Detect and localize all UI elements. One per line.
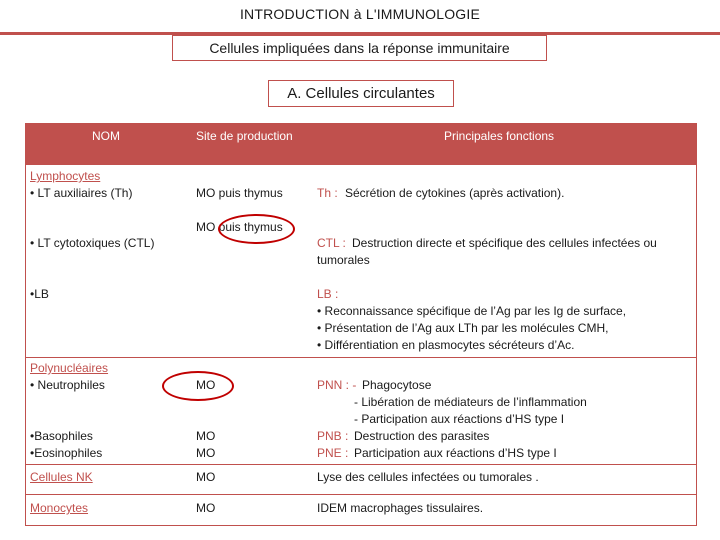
column-header-nom: NOM [92,129,120,143]
mo-highlight-circle [162,371,234,401]
pnb-function: Destruction des parasites [354,429,490,443]
group-lymphocytes: Lymphocytes [30,169,101,183]
th-label: Th : [317,186,338,200]
cellules-nk-site: MO [196,470,216,484]
lb-function-line3: • Différentiation en plasmocytes sécréteurs d’Ac. [317,338,575,352]
ctl-function-line1: Destruction directe et spécifique des cellules infectées ou [352,236,657,250]
group-polynucleaires: Polynucléaires [30,361,109,375]
row-divider [26,357,696,358]
neutrophiles-name: • Neutrophiles [30,378,105,392]
monocytes-site: MO [196,501,216,515]
table-bottom-border [26,525,696,526]
monocytes-function: IDEM macrophages tissulaires. [317,501,484,515]
lt-auxiliaires-name: • LT auxiliaires (Th) [30,186,133,200]
eosinophiles-site: MO [196,446,216,460]
thymus-highlight-circle [218,214,295,244]
basophiles-site: MO [196,429,216,443]
lt-auxiliaires-site: MO puis thymus [196,186,283,200]
column-header-fonctions: Principales fonctions [444,129,555,143]
neutrophiles-site: MO [196,378,216,392]
pnn-label: PNN : - [317,378,357,392]
cellules-nk-name: Cellules NK [30,470,93,484]
pnn-function-line1: Phagocytose [362,378,432,392]
pnn-function-line3: - Participation aux réactions d’HS type I [354,412,565,426]
ctl-function-line2: tumorales [317,253,370,267]
title-bar [0,0,720,35]
basophiles-name: •Basophiles [30,429,93,443]
pne-label: PNE : [317,446,349,460]
ctl-label: CTL : [317,236,346,250]
lb-function-line2: • Présentation de l’Ag aux LTh par les molécules CMH, [317,321,609,335]
cells-table [25,123,697,526]
section-heading: A. Cellules circulantes [268,80,454,107]
pne-function: Participation aux réactions d’HS type I [354,446,557,460]
lt-cytotoxiques-name: • LT cytotoxiques (CTL) [30,236,155,250]
lb-name: •LB [30,287,49,301]
pnb-label: PNB : [317,429,349,443]
row-divider [26,494,696,495]
lt-cytotoxiques-site: MO puis thymus [196,220,283,234]
page-title: INTRODUCTION à L'IMMUNOLOGIE [239,6,481,22]
lb-function-line1: • Reconnaissance spécifique de l’Ag par les Ig de surface, [317,304,627,318]
lb-label: LB : [317,287,339,301]
cellules-nk-function: Lyse des cellules infectées ou tumorales . [317,470,539,484]
column-header-site: Site de production [196,129,293,143]
subtitle-box: Cellules impliquées dans la réponse immunitaire [172,35,547,61]
row-divider [26,464,696,465]
th-function: Sécrétion de cytokines (après activation). [345,186,565,200]
table-header [26,123,696,165]
monocytes-name: Monocytes [30,501,89,515]
pnn-function-line2: - Libération de médiateurs de l’inflammation [354,395,587,409]
eosinophiles-name: •Eosinophiles [30,446,103,460]
